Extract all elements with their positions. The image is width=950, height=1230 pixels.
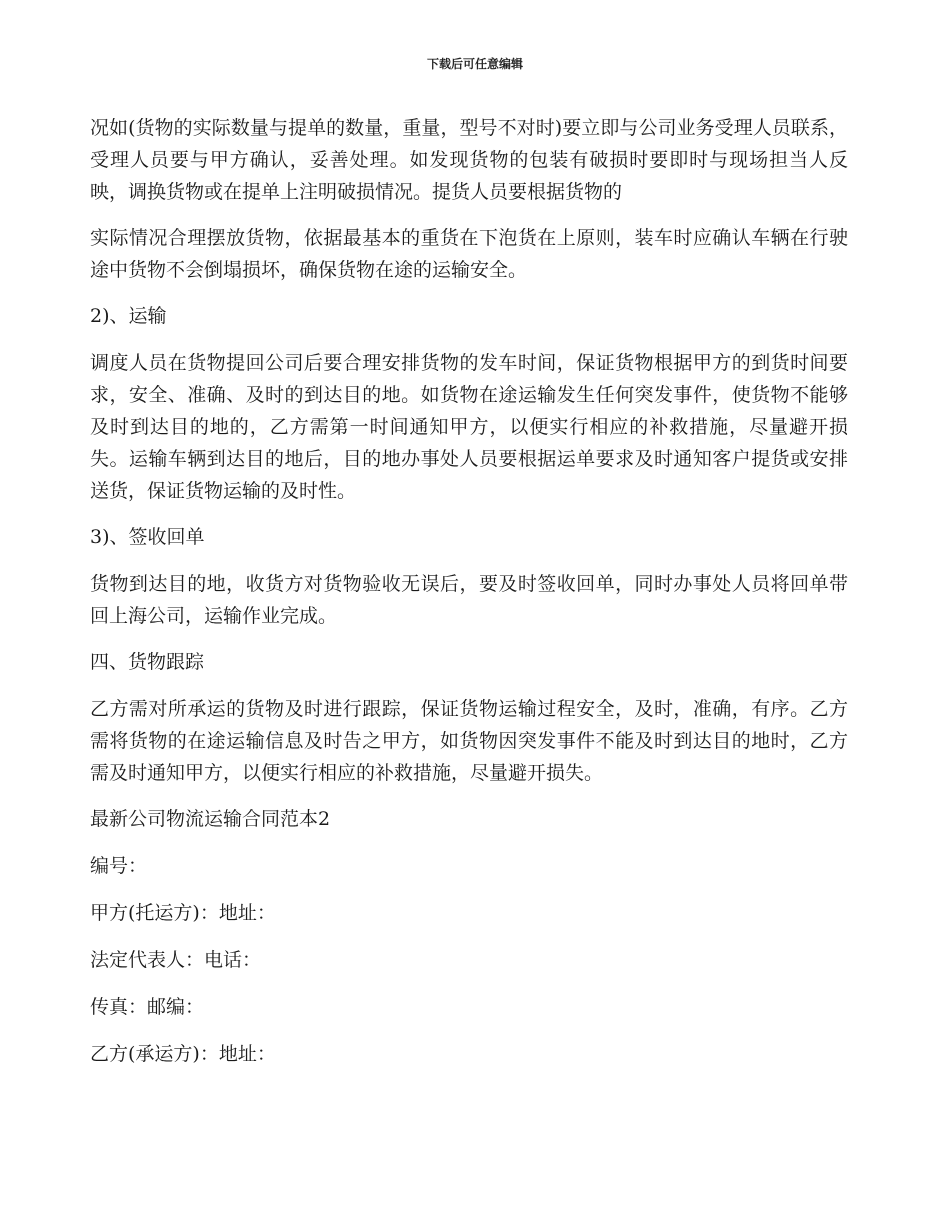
document-body	[90, 112, 848, 1085]
paragraph-transport: 调度人员在货物提回公司后要合理安排货物的发车时间，保证货物根据甲方的到货时间要求，安全、准确、及时的到达目的地。如货物在途运输发生任何突发事件，使货物不能够及时到达目的地的，乙方需第一时间通知甲方，以便实行相应的补救措施，尽量避开损失。运输车辆到达目的地后，目的地办事处人员要根据运单要求及时通知客户提货或安排送货，保证货物运输的及时性。	[90, 352, 848, 502]
legal-representative-field: 法定代表人：电话：	[90, 949, 262, 971]
page-header: 下载后可任意编辑	[426, 57, 523, 71]
section-heading-tracking: 四、货物跟踪	[90, 651, 205, 673]
party-a-field: 甲方(托运方)：地址：	[90, 902, 276, 924]
fax-postcode-field: 传真：邮编：	[90, 996, 205, 1018]
contract-title: 最新公司物流运输合同范本2	[90, 808, 331, 830]
section-heading-receipt: 3)、签收回单	[90, 526, 205, 548]
paragraph-receipt: 货物到达目的地，收货方对货物验收无误后，要及时签收回单，同时办事处人员将回单带回上海公司，运输作业完成。	[90, 573, 848, 627]
paragraph-goods-placement: 实际情况合理摆放货物，依据最基本的重货在下泡货在上原则，装车时应确认车辆在行驶途中货物不会倒塌损坏，确保货物在途的运输安全。	[90, 227, 848, 281]
paragraph-tracking: 乙方需对所承运的货物及时进行跟踪，保证货物运输过程安全，及时，准确，有序。乙方需将货物的在途运输信息及时告之甲方，如货物因突发事件不能及时到达目的地时，乙方需及时通知甲方，以便实行相应的补救措施，尽量避开损失。	[90, 698, 848, 784]
section-heading-transport: 2)、运输	[90, 305, 167, 327]
contract-number-field: 编号：	[90, 855, 148, 877]
party-b-field: 乙方(承运方)：地址：	[90, 1043, 276, 1065]
paragraph-goods-check: 况如(货物的实际数量与提单的数量，重量，型号不对时)要立即与公司业务受理人员联系，受理人员要与甲方确认，妥善处理。如发现货物的包装有破损时要即时与现场担当人反映，调换货物或在提单上注明破损情况。提货人员要根据货物的	[90, 117, 848, 203]
